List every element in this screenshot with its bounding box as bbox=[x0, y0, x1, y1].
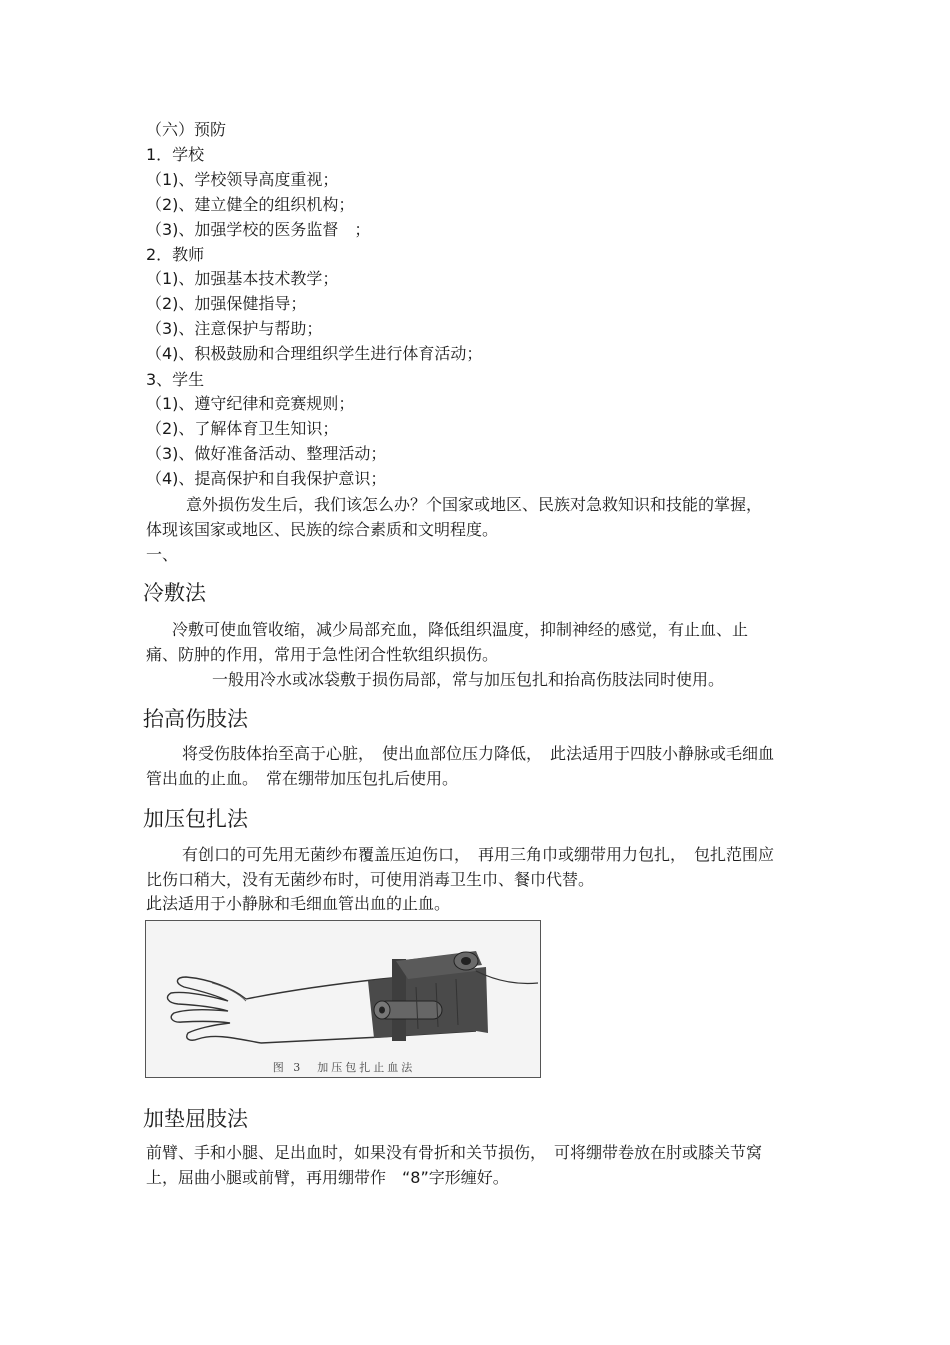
pressure-title: 加压包扎法 bbox=[143, 807, 248, 831]
list-item: （2)、了解体育卫生知识； bbox=[146, 419, 339, 438]
student-title: 3、学生 bbox=[146, 370, 205, 389]
teacher-title: 2．教师 bbox=[146, 245, 205, 264]
list-item: （2)、加强保健指导； bbox=[146, 294, 307, 313]
padding-title: 加垫屈肢法 bbox=[143, 1107, 248, 1131]
list-item: （2)、建立健全的组织机构； bbox=[146, 195, 355, 214]
bandaged-hand-illustration bbox=[146, 921, 542, 1079]
list-item: （3)、注意保护与帮助； bbox=[146, 319, 323, 338]
school-title: 1．学校 bbox=[146, 145, 205, 164]
list-item: （4)、积极鼓励和合理组织学生进行体育活动； bbox=[146, 344, 483, 363]
list-item: （4)、提高保护和自我保护意识； bbox=[146, 469, 387, 488]
padding-line-1: 前臂、手和小腿、足出血时，如果没有骨折和关节损伤， 可将绷带卷放在肘或膝关节窝 bbox=[146, 1143, 763, 1162]
bandage-figure bbox=[145, 920, 541, 1078]
list-item: （3)、加强学校的医务监督 ； bbox=[146, 220, 371, 239]
intro-line-2: 体现该国家或地区、民族的综合素质和文明程度。 bbox=[146, 520, 499, 539]
list-item: （3)、做好准备活动、整理活动； bbox=[146, 444, 387, 463]
cold-line-1: 冷敷可使血管收缩，减少局部充血，降低组织温度，抑制神经的感觉，有止血、止 bbox=[172, 620, 749, 639]
prevention-heading: （六）预防 bbox=[146, 120, 227, 139]
list-item: （1)、遵守纪律和竞赛规则； bbox=[146, 394, 355, 413]
intro-line-1: 意外损伤发生后，我们该怎么办？个国家或地区、民族对急救知识和技能的掌握， bbox=[186, 495, 763, 514]
pressure-line-3: 此法适用于小静脉和毛细血管出血的止血。 bbox=[146, 894, 451, 913]
cold-line-3: 一般用冷水或冰袋敷于损伤局部，常与加压包扎和抬高伤肢法同时使用。 bbox=[212, 670, 725, 689]
cold-line-2: 痛、防肿的作用，常用于急性闭合性软组织损伤。 bbox=[146, 645, 499, 664]
pressure-line-2: 比伤口稍大，没有无菌纱布时，可使用消毒卫生巾、餐巾代替。 bbox=[146, 870, 595, 889]
elevate-title: 抬高伤肢法 bbox=[143, 707, 248, 731]
pressure-line-1: 有创口的可先用无菌纱布覆盖压迫伤口， 再用三角巾或绷带用力包扎， 包扎范围应 bbox=[182, 845, 775, 864]
list-item: （1)、加强基本技术教学； bbox=[146, 269, 339, 288]
padding-line-2: 上，屈曲小腿或前臂，再用绷带作 “8”字形缠好。 bbox=[146, 1168, 509, 1187]
cold-title: 冷敷法 bbox=[143, 581, 206, 605]
elevate-line-2: 管出血的止血。 常在绷带加压包扎后使用。 bbox=[146, 769, 459, 788]
list-item: （1)、学校领导高度重视； bbox=[146, 170, 339, 189]
section-marker: 一、 bbox=[146, 545, 179, 564]
elevate-line-1: 将受伤肢体抬至高于心脏， 使出血部位压力降低， 此法适用于四肢小静脉或毛细血 bbox=[182, 744, 775, 763]
figure-caption: 图 3 加压包扎止血法 bbox=[272, 1061, 416, 1074]
